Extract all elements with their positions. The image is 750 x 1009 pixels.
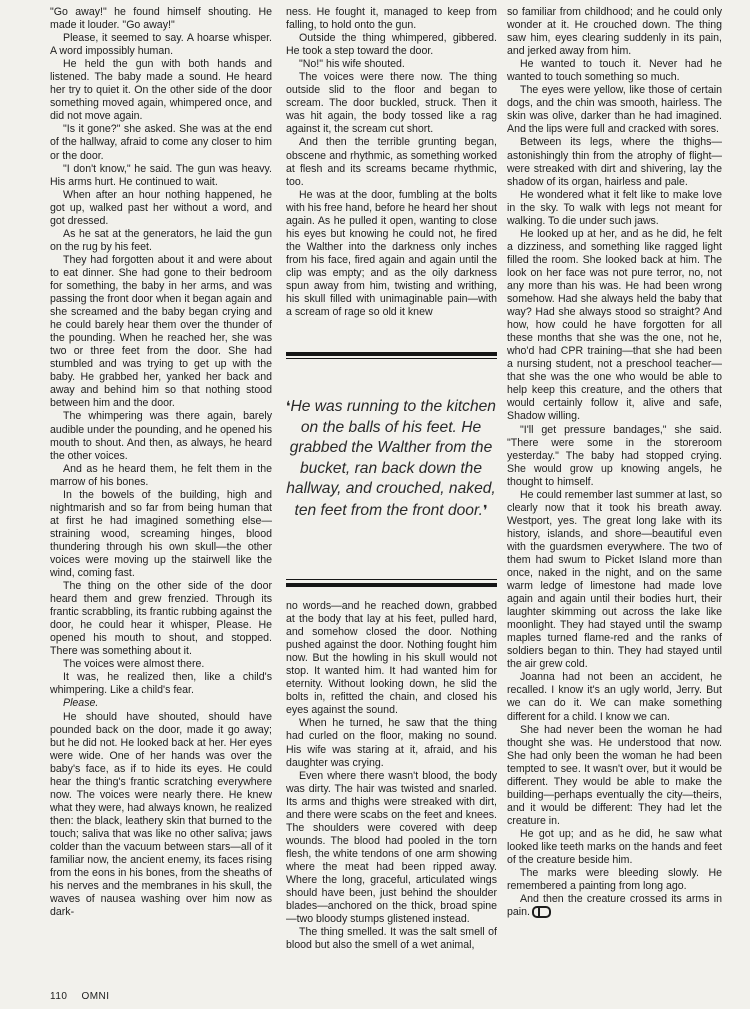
paragraph: "Go away!" he found himself shouting. He made it louder. "Go away!" — [50, 6, 272, 32]
column-1 — [50, 6, 272, 919]
pull-quote-rule-bottom-thin — [286, 579, 497, 580]
column-2-bottom — [286, 600, 497, 952]
paragraph: The eyes were yellow, like those of certain dogs, and the chin was smooth, hairless. The skin was olive, darker than he had imagined. And the lips were full and cracked with sores. — [507, 84, 722, 136]
paragraph: Even where there wasn't blood, the body was dirty. The hair was twisted and snarled. Its arms and thighs were streaked with dirt, and there were scabs on the feet and knees. The shoulders were covered with deep wounds. The blood had pooled in the torn flesh, the white tendons of one arm showing where the meat had been ripped away. Where the long, graceful, articulated wings should have been, just behind the shoulder blades—anchored on the thick, broad spine—two bloody stumps glistened instead. — [286, 769, 497, 926]
pull-quote — [280, 396, 502, 522]
paragraph: He could remember last summer at last, so clearly now that it took his breath away. Westport, yes. The great long lake with its history, islands, and shore—beautiful even with the guardsmen everywhere. The two of them had swum to Picket Island more than once, naked in the night, and on the same warm ledge of limestone had made love again and again until their bodies hurt, their laughter skimming out across the lake like moonlight. They had stayed until the swamp maples turned flame-red and the ranks of soldiers began to thin. They had stayed until the air grew cold. — [507, 488, 722, 671]
paragraph: They had forgotten about it and were about to eat dinner. She had gone to their bedroom for something, the baby in her arms, and was passing the front door when it began again and she screamed and the baby began crying and he could barely hear them over the thunder of the pounding. When he reached her, she was two or three feet from the door. She had stumbled and was trying to get up with the baby. He grabbed her, yanked her back and away and behind him so that nothing stood between him and the door. — [50, 253, 272, 410]
paragraph: Joanna had not been an accident, he recalled. I know it's an ugly world, Jerry. But we can do it. We can make something different for a child. I know we can. — [507, 671, 722, 723]
paragraph: He looked up at her, and as he did, he felt a dizziness, and something like ragged light filled the room. She looked back at him. The look on her face was not pure terror, no, not any more than his was. He had been wrong somehow. Had she always held the baby that way? Had she always stood so straight? And how, how could he have forgotten for all these months that she was the one, not he, who'd had CPR training—that she had been a nursing student, not a preschool teacher—that she was the one who would be able to help keep this creature, and the others that would certainly follow it, alive and safe, Shadow willing. — [507, 227, 722, 423]
column-2-top — [286, 6, 497, 319]
page-footer — [50, 991, 124, 1002]
paragraph-text: And then the creature crossed its arms in pain. — [507, 893, 722, 919]
paragraph: The voices were almost there. — [63, 658, 205, 671]
paragraph: Please. — [63, 697, 99, 710]
paragraph: "I don't know," he said. The gun was heavy. His arms hurt. He continued to wait. — [50, 162, 272, 188]
open-quote-mark: ❛ — [286, 398, 291, 414]
paragraph: He got up; and as he did, he saw what looked like teeth marks on the hands and feet of the creature beside him. — [507, 827, 722, 867]
paragraph: He wondered what it felt like to make love in the sky. To walk with legs not meant for walking. To die under such jaws. — [507, 188, 722, 227]
paragraph: "No!" his wife shouted. — [299, 58, 405, 71]
paragraph: "I'll get pressure bandages," she said. "There were some in the storeroom yesterday." The baby had stopped crying. She would grow up knowing angels, he thought to himself. — [507, 423, 722, 488]
end-of-story-icon — [532, 906, 551, 918]
paragraph: He was at the door, fumbling at the bolts with his free hand, before he heard her shout again. As he pulled it open, wanting to close his eyes but knowing he could not, he fired the Walther into the darkness only inches from his face, fired again and again until the clip was empty; and as the oily darkness spun away from him, twisting and writhing, his skull filled with unimaginable pain—with a scream of rage so old it knew — [286, 188, 497, 319]
paragraph: The thing smelled. It was the salt smell of blood but also the smell of a wet animal, — [286, 926, 497, 952]
paragraph: She had never been the woman he had thought she was. He understood that now. She had only been the woman he had been tempted to see. It wasn't over, but it would be different. They would be able to make the building—perhaps eventually the city—theirs, and it would be different: They had let the creature in. — [507, 723, 722, 827]
paragraph — [507, 867, 722, 893]
paragraph: "Is it gone?" she asked. She was at the end of the hallway, afraid to come any closer to him or the door. — [50, 123, 272, 162]
pull-quote-rule-top-thin — [286, 358, 497, 359]
paragraph: Between its legs, where the thighs—astonishingly thin from the atrophy of flight—were streaked with dirt and shivering, lay the shadow of its organ, hairless and pale. — [507, 136, 722, 188]
paragraph: In the bowels of the building, high and nightmarish and so far from being human that at first he had imagined something else—straining wood, screaming hinges, blood thundering through his own skull—the other voices were moving up the stairwell like the wind, coming fast. — [50, 488, 272, 580]
pull-quote-text: He was running to the kitchen on the balls of his feet. He grabbed the Walther from the bucket, ran back down the hallway, and crouched, naked, ten feet from the front door. — [286, 398, 496, 519]
paragraph: When after an hour nothing happened, he got up, walked past her without a word, and got dressed. — [50, 188, 272, 227]
paragraph: And then the terrible grunting began, obscene and rhythmic, as something worked at flesh and its screams became rhythmic, too. — [286, 136, 497, 188]
paragraph: ness. He fought it, managed to keep from falling, to hold onto the gun. — [286, 6, 497, 32]
paragraph: And as he heard them, he felt them in the marrow of his bones. — [50, 462, 272, 488]
paragraph: He wanted to touch it. Never had he wanted to touch something so much. — [507, 58, 722, 84]
magazine-name: OMNI — [81, 991, 110, 1002]
pull-quote-rule-top — [286, 352, 497, 356]
paragraph: When he turned, he saw that the thing had curled on the floor, making no sound. His wife was staring at it, afraid, and his daughter was crying. — [286, 717, 497, 769]
paragraph: no words—and he reached down, grabbed at the body that lay at his feet, pulled hard, and somehow closed the door. Nothing pushed against the door. Nothing fought him now. But the howling in his skull would not stop. It wanted him. It had wanted him for eternity. Without looking down, he slid the bolts in, refitted the chain, and closed his eyes against the sound. — [286, 600, 497, 717]
paragraph: It was, he realized then, like a child's whimpering. Like a child's fear. — [50, 671, 272, 697]
column-3 — [507, 6, 722, 919]
paragraph — [507, 893, 722, 919]
paragraph: The whimpering was there again, barely audible under the pounding, and he opened his mouth to shout. And then, as always, he heard the other voices. — [50, 410, 272, 462]
paragraph: The voices were there now. The thing outside slid to the floor and began to scream. The door buckled, struck. Then it was hit again, the body tossed like a rag against it, the scream cut short. — [286, 71, 497, 136]
page-number: 110 — [50, 991, 68, 1002]
paragraph-text: The marks were bleeding slowly. He remembered a painting from long ago. — [507, 867, 722, 893]
paragraph: Outside the thing whimpered, gibbered. He took a step toward the door. — [286, 32, 497, 58]
paragraph: so familiar from childhood; and he could only wonder at it. He crouched down. The thing saw him, eyes clearing suddenly in its pain, and jerked away from him. — [507, 6, 722, 58]
paragraph: He held the gun with both hands and listened. The baby made a sound. He heard her try to quiet it. On the other side of the door something moved again, whimpered once, and did not move again. — [50, 58, 272, 123]
paragraph: He should have shouted, should have pounded back on the door, made it go away; but he did not. He looked back at her. Her eyes were wide. One of her hands was over the baby's face, as if to hide its eyes. He could hear the thing's frantic scratching everywhere now. The voices were nearly there. He knew what they were, had always known, he realized then: the black, leathery skin that burned to the touch; saliva that was like no other saliva; jaws colder than the vacuum between stars—all of it familiar now, the ancient enemy, its faces rising from the eons in his bones, from the sheaths of his nerves and the membranes in his skull, the waves of nausea washing over him now as dark- — [50, 710, 272, 919]
pull-quote-rule-bottom — [286, 583, 497, 587]
close-quote-mark: ❜ — [482, 501, 488, 518]
paragraph: As he sat at the generators, he laid the gun on the rug by his feet. — [50, 227, 272, 253]
paragraph: The thing on the other side of the door heard them and grew frenzied. Through its frantic scrabbling, its frantic rubbing against the door, he could hear it whisper, Please. He opened his mouth to shout, and stopped. There was something about it. — [50, 580, 272, 658]
paragraph: Please, it seemed to say. A hoarse whisper. A word impossibly human. — [50, 32, 272, 58]
